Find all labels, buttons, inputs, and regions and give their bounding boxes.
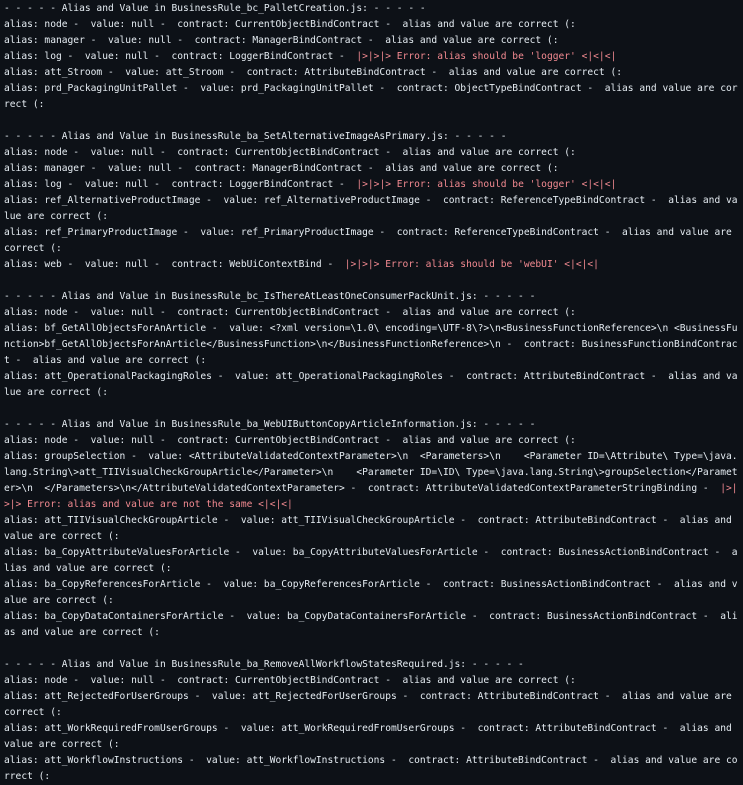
log-line — [4, 193, 741, 225]
log-line-text: alias: bf_GetAllObjectsForAnArticle - value: <?xml version=\1.0\ encoding=\UTF-8\?>\n<BusinessFunctionReference>\n <BusinessFunction>bf_GetAllObjectsForAnArticle</BusinessFunction>\n</BusinessFunctionReference>\n - contract: BusinessFunctionBindContract - alias and value are correct (: — [4, 323, 738, 366]
file-header: - - - - - Alias and Value in BusinessRule_bc_PalletCreation.js: - - - - - — [4, 3, 426, 14]
log-line — [4, 65, 741, 81]
log-line-text: alias: groupSelection - value: <AttributeValidatedContextParameter>\n <Parameters>\n <Parameter ID=\Attribute\ Type=\java.lang.String\>att_TIIVisualCheckGroupArticle</Parameter>\n <Parameter ID=\ID\ Type=\java.lang.String\>groupSelection</Parameter>\n </Parameters>\n</AttributeValidatedContextParameter> - contract: AttributeValidatedContextParameterStringBinding - — [4, 451, 738, 494]
log-line-text: alias: prd_PackagingUnitPallet - value: prd_PackagingUnitPallet - contract: ObjectTypeBindContract - alias and value are correct (: — [4, 83, 738, 110]
log-line-text: alias: node - value: null - contract: CurrentObjectBindContract - alias and value are correct (: — [4, 675, 576, 686]
log-line — [4, 513, 741, 545]
log-line-text: alias: att_RejectedForUserGroups - value: att_RejectedForUserGroups - contract: AttributeBindContract - alias and value are correct (: — [4, 691, 738, 718]
log-line — [4, 225, 741, 257]
log-line — [4, 257, 741, 273]
log-line-text: alias: ba_CopyAttributeValuesForArticle - value: ba_CopyAttributeValuesForArticle - contract: BusinessActionBindContract - alias and value are correct (: — [4, 547, 738, 574]
log-line-text: alias: ref_AlternativeProductImage - value: ref_AlternativeProductImage - contract: ReferenceTypeBindContract - alias and value are correct (: — [4, 195, 738, 222]
log-line — [4, 145, 741, 161]
log-line — [4, 305, 741, 321]
log-line-text: alias: log - value: null - contract: LoggerBindContract - — [4, 179, 357, 190]
error-message: |>|>|> Error: alias and value are not the same <|<|<| — [4, 483, 738, 510]
log-line-text: alias: ba_CopyDataContainersForArticle - value: ba_CopyDataContainersForArticle - contract: BusinessActionBindContract - alias and value are correct (: — [4, 611, 738, 638]
log-line — [4, 673, 741, 689]
log-line — [4, 49, 741, 65]
log-line-text: alias: ba_CopyReferencesForArticle - value: ba_CopyReferencesForArticle - contract: BusinessActionBindContract - alias and value are correct (: — [4, 579, 738, 606]
log-line-text: alias: node - value: null - contract: CurrentObjectBindContract - alias and value are correct (: — [4, 147, 576, 158]
file-header: - - - - - Alias and Value in BusinessRule_ba_WebUIButtonCopyArticleInformation.js: - - - - - — [4, 419, 536, 430]
log-line-text: alias: att_OperationalPackagingRoles - value: att_OperationalPackagingRoles - contract: AttributeBindContract - alias and value are correct (: — [4, 371, 738, 398]
blank-line — [4, 113, 741, 129]
log-line — [4, 321, 741, 369]
log-line — [4, 369, 741, 401]
blank-line — [4, 641, 741, 657]
log-line — [4, 577, 741, 609]
log-line — [4, 17, 741, 33]
log-line-text: alias: ref_PrimaryProductImage - value: ref_PrimaryProductImage - contract: ReferenceTypeBindContract - alias and value are correct (: — [4, 227, 738, 254]
log-line-text: alias: att_Stroom - value: att_Stroom - contract: AttributeBindContract - alias and value are correct (: — [4, 67, 623, 78]
error-message: |>|>|> Error: alias should be 'logger' <|<|<| — [356, 51, 617, 62]
error-message: |>|>|> Error: alias should be 'webUI' <|<|<| — [344, 259, 599, 270]
log-line — [4, 161, 741, 177]
log-line-text: alias: node - value: null - contract: CurrentObjectBindContract - alias and value are correct (: — [4, 19, 576, 30]
log-line-text: alias: manager - value: null - contract: ManagerBindContract - alias and value are correct (: — [4, 163, 559, 174]
log-line-text: alias: log - value: null - contract: LoggerBindContract - — [4, 51, 357, 62]
file-header: - - - - - Alias and Value in BusinessRule_bc_IsThereAtLeastOneConsumerPackUnit.js: - - - - - — [4, 291, 536, 302]
log-line — [4, 177, 741, 193]
error-message: |>|>|> Error: alias should be 'logger' <|<|<| — [356, 179, 617, 190]
blank-line — [4, 401, 741, 417]
log-line — [4, 545, 741, 577]
log-line-text: alias: att_TIIVisualCheckGroupArticle - value: att_TIIVisualCheckGroupArticle - contract: AttributeBindContract - alias and value are correct (: — [4, 515, 738, 542]
log-line — [4, 689, 741, 721]
log-line — [4, 753, 741, 785]
blank-line — [4, 273, 741, 289]
file-header: - - - - - Alias and Value in BusinessRule_ba_SetAlternativeImageAsPrimary.js: - - - - - — [4, 131, 507, 142]
log-line-text: alias: node - value: null - contract: CurrentObjectBindContract - alias and value are correct (: — [4, 435, 576, 446]
log-line — [4, 721, 741, 753]
log-line — [4, 81, 741, 113]
log-line — [4, 33, 741, 49]
log-line — [4, 609, 741, 641]
log-line-text: alias: manager - value: null - contract: ManagerBindContract - alias and value are correct (: — [4, 35, 559, 46]
log-line-text: alias: att_WorkRequiredFromUserGroups - value: att_WorkRequiredFromUserGroups - contract: AttributeBindContract - alias and value are correct (: — [4, 723, 738, 750]
log-line-text: alias: web - value: null - contract: WebUiContextBind - — [4, 259, 345, 270]
file-header: - - - - - Alias and Value in BusinessRule_ba_RemoveAllWorkflowStatesRequired.js: - - - - - — [4, 659, 524, 670]
log-line-text: alias: node - value: null - contract: CurrentObjectBindContract - alias and value are correct (: — [4, 307, 576, 318]
log-line-text: alias: att_WorkflowInstructions - value: att_WorkflowInstructions - contract: AttributeBindContract - alias and value are correct (: — [4, 755, 738, 782]
log-line — [4, 449, 741, 513]
log-line — [4, 433, 741, 449]
